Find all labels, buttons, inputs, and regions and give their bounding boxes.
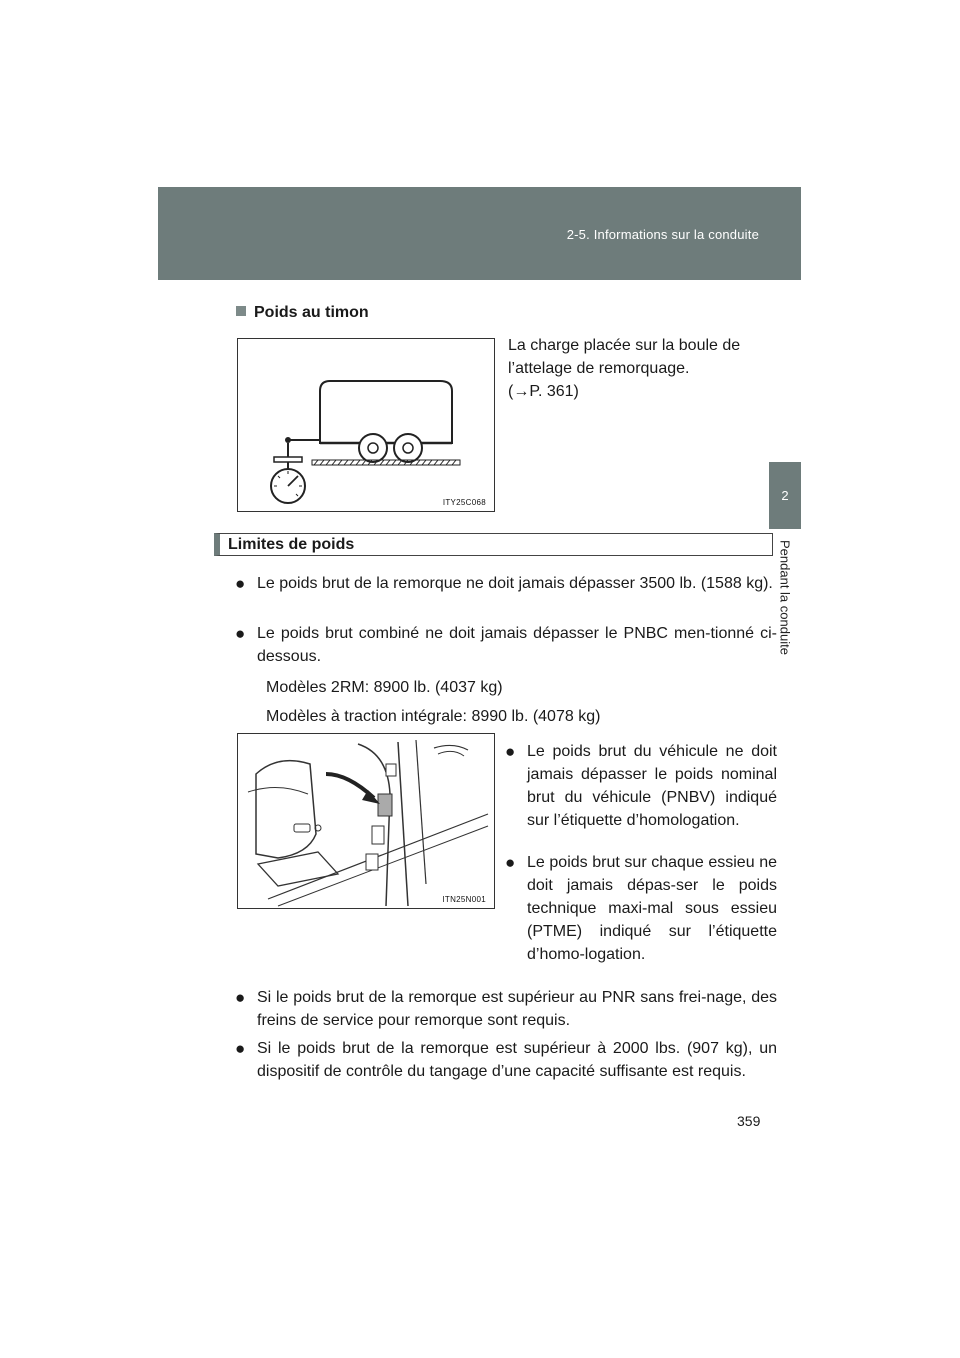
square-bullet-icon: [236, 306, 246, 316]
chapter-label: Pendant la conduite: [777, 540, 793, 655]
figure-code: ITN25N001: [442, 895, 486, 904]
tongue-weight-text-line2: l’attelage de remorquage.: [508, 360, 690, 377]
subheading-tongue-weight: Poids au timon: [236, 304, 369, 322]
list-item: ● Si le poids brut de la remorque est supérieur à 2000 lbs. (907 kg), un dispositif de contrôle du tangage d’une capacité suffisante est requis.: [235, 1039, 777, 1080]
chapter-tab: 2: [769, 462, 801, 529]
list-item: ● Le poids brut sur chaque essieu ne doit jamais dépas-ser le poids technique maxi-mal sous essieu (PTME) indiqué sur l’étiquette d’homo-logation.: [505, 853, 777, 963]
footer-area: [0, 1327, 960, 1358]
figure-code: ITY25C068: [442, 498, 486, 507]
list-item: ● Le poids brut de la remorque ne doit jamais dépasser 3500 lb. (1588 kg).: [235, 574, 773, 593]
door-pillar-illustration: [238, 734, 494, 908]
bullet-dot-icon: ●: [505, 742, 516, 761]
model-4wd-limit: Modèles à traction intégrale: 8990 lb. (4078 kg): [266, 708, 601, 725]
list-item: ● Le poids brut du véhicule ne doit jamais dépasser le poids nominal brut du véhicule (PNBV) indiqué sur l’étiquette d’homologation.: [505, 742, 777, 829]
bullet-dot-icon: ●: [235, 574, 246, 593]
model-2rm-limit: Modèles 2RM: 8900 lb. (4037 kg): [266, 679, 503, 696]
list-item: ● Si le poids brut de la remorque est supérieur au PNR sans frei-nage, des freins de service pour remorque sont requis.: [235, 988, 777, 1029]
page-reference-link[interactable]: (→P. 361): [508, 383, 579, 400]
tongue-weight-text-line1: La charge placée sur la boule de: [508, 337, 741, 354]
bullet-dot-icon: ●: [235, 1039, 246, 1058]
door-label-figure: [237, 733, 495, 909]
trailer-tongue-weight-figure: [237, 338, 495, 512]
section-heading-weight-limits: Limites de poids: [214, 533, 773, 556]
page-number: 359: [737, 1113, 761, 1129]
section-title: 2-5. Informations sur la conduite: [566, 227, 759, 242]
bullet-dot-icon: ●: [235, 988, 246, 1007]
list-item: ● Le poids brut combiné ne doit jamais dépasser le PNBC men-tionné ci-dessous.: [235, 624, 777, 665]
trailer-illustration: [238, 339, 494, 511]
bullet-dot-icon: ●: [235, 624, 246, 643]
header-band: [158, 187, 801, 280]
bullet-dot-icon: ●: [505, 853, 516, 872]
